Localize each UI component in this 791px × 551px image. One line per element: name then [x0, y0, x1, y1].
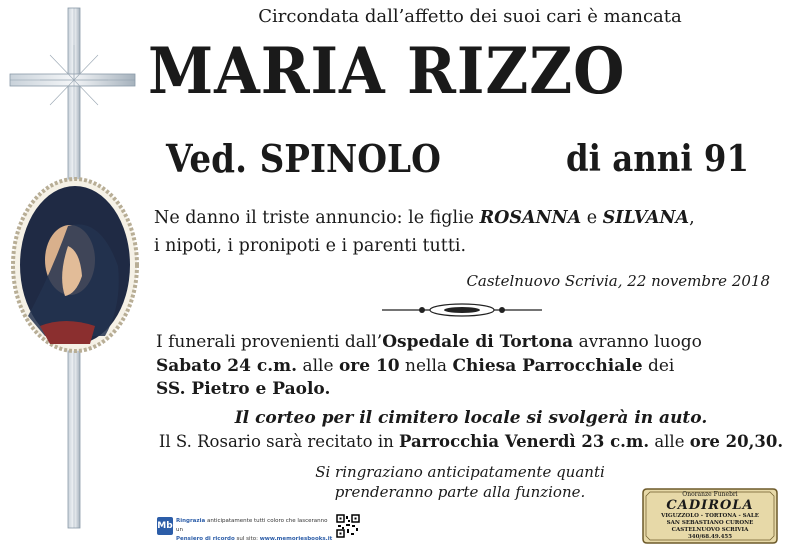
funeral-text: avranno luogo: [573, 332, 702, 352]
agency-label: Onoranze Funebri: [682, 491, 738, 498]
footer-line: anticipatamente tutti coloro che lasceranno un: [176, 518, 328, 533]
funeral-text: I funerali provenienti dall’: [156, 332, 383, 352]
rosary-note: [156, 432, 786, 451]
footer-bold: Pensiero di ricordo: [176, 536, 235, 542]
site-link[interactable]: www.memoriesbooks.it: [259, 536, 333, 542]
madonna-portrait: [10, 176, 140, 354]
rosary-time: ore 20,30.: [689, 432, 784, 451]
cortege-note: Il corteo per il cimitero locale si svolgerà in auto.: [234, 408, 708, 428]
daughter-name: SILVANA: [602, 208, 690, 228]
deceased-name: MARIA RIZZO: [148, 34, 626, 109]
funeral-text: alle: [297, 355, 339, 376]
age: di anni 91: [566, 138, 750, 180]
intro-text: Circondata dall’affetto dei suoi cari è mancata: [258, 6, 682, 27]
thanks-line: prenderanno parte alla funzione.: [334, 483, 586, 501]
thanks-line: Si ringraziano anticipatamente quanti: [315, 463, 605, 481]
funeral-text: nella: [399, 355, 453, 376]
funeral-location: Ospedale di Tortona: [382, 332, 574, 352]
announce-text: ,: [689, 208, 695, 228]
place-date: Castelnuovo Scrivia, 22 novembre 2018: [466, 272, 770, 290]
rosary-text: Il S. Rosario sarà recitato in: [158, 432, 400, 451]
widow-line: [166, 136, 441, 181]
announce-text: Ne danno il triste annuncio: le figlie: [154, 208, 480, 228]
funeral-details: [156, 331, 786, 402]
footer-bold: Ringrazia: [176, 518, 206, 524]
widow-prefix: Ved.: [166, 136, 247, 181]
agency-line: SAN SEBASTIANO CURONE: [666, 520, 754, 526]
ornament-divider: [382, 300, 542, 320]
agency-line: CASTELNUOVO SCRIVIA: [671, 527, 749, 533]
funeral-time: ore 10: [338, 355, 400, 376]
qr-code-icon[interactable]: [336, 514, 360, 538]
funeral-text: dei: [642, 355, 675, 376]
funeral-date: Sabato 24 c.m.: [156, 355, 298, 376]
memoriesbooks-logo: Mb: [157, 517, 173, 535]
agency-phone: 340/68.49.455: [687, 534, 733, 540]
announcement: [154, 204, 784, 260]
footer-text: [176, 517, 336, 544]
daughter-name: ROSANNA: [479, 208, 582, 228]
agency-line: VIGUZZOLO - TORTONA - SALE: [661, 513, 759, 519]
agency-info: [641, 487, 779, 541]
rosary-text: alle: [649, 432, 690, 451]
agency-brand: CADIROLA: [666, 498, 754, 513]
announce-text: i nipoti, i pronipoti e i parenti tutti.: [154, 236, 467, 256]
rosary-date: Parrocchia Venerdì 23 c.m.: [399, 432, 650, 451]
thanks-note: [250, 462, 670, 502]
announce-text: e: [581, 208, 603, 228]
funeral-church-name: SS. Pietro e Paolo.: [156, 379, 331, 399]
widow-surname: SPINOLO: [259, 136, 441, 181]
funeral-church: Chiesa Parrocchiale: [452, 355, 643, 376]
footer-line: sul sito:: [234, 536, 260, 542]
